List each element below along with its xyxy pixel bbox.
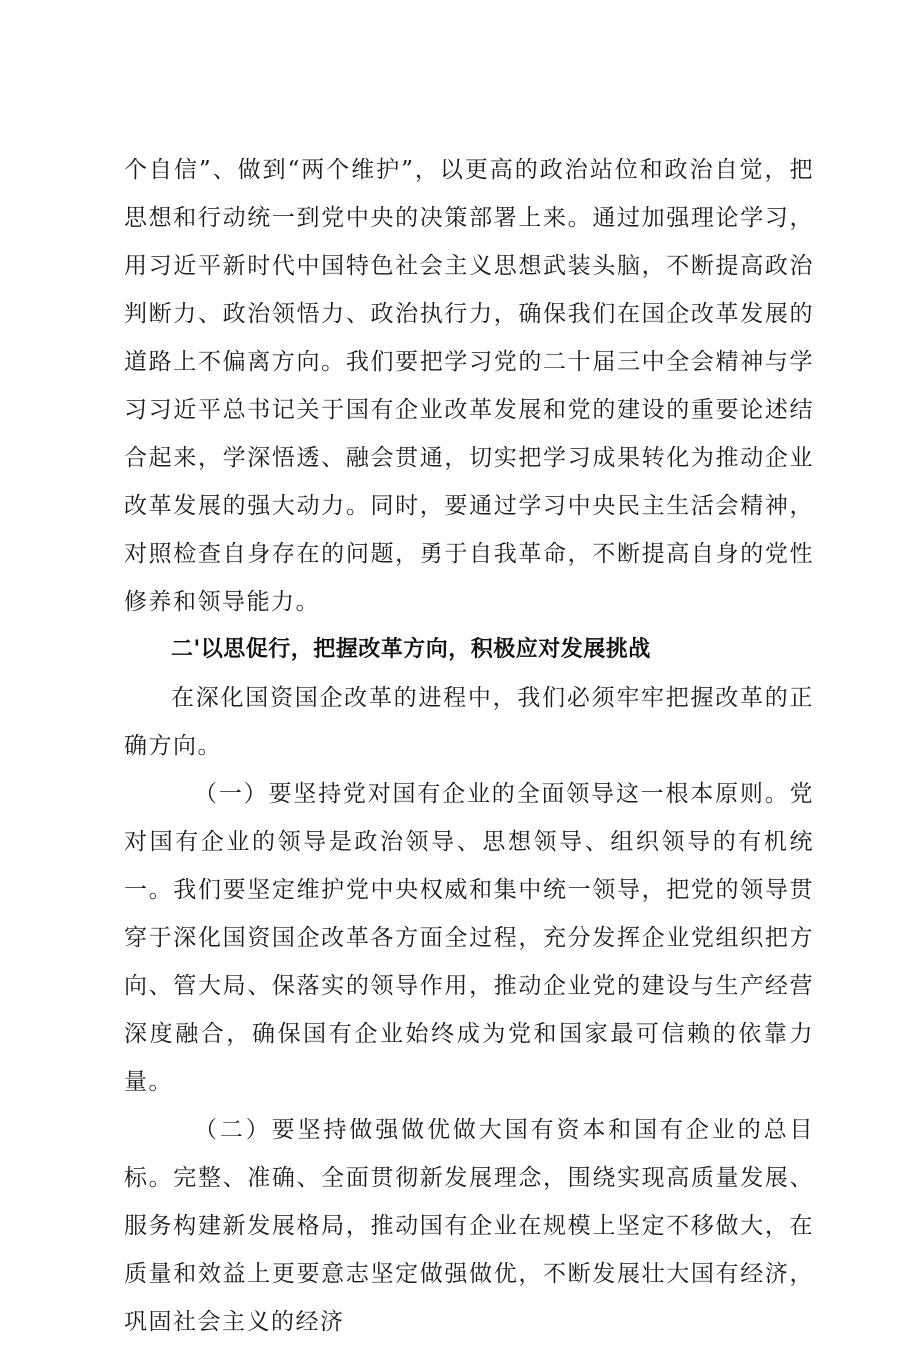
paragraph-item-one: （一）要坚持党对国有企业的全面领导这一根本原则。党对国有企业的领导是政治领导、思想领导、组织领导的有机统一。我们要坚定维护党中央权威和集中统一领导，把党的领导贯穿于深化国资国企改革各方面全过程，充分发挥企业党组织把方向、管大局、保落实的领导作用，推动企业党的建设与生产经营深度融合，确保国有企业始终成为党和国家最可信赖的依靠力量。 bbox=[124, 781, 814, 1095]
paragraph-item-two: （二）要坚持做强做优做大国有资本和国有企业的总目标。完整、准确、全面贯彻新发展理念，围绕实现高质量发展、服务构建新发展格局，推动国有企业在规模上坚定不移做大，在质量和效益上更要意志坚定做强做优，不断发展壮大国有经济，巩固社会主义的经济 bbox=[124, 1117, 814, 1335]
document-body bbox=[124, 146, 814, 1346]
paragraph-continuation: 个自信”、做到“两个维护”，以更高的政治站位和政治自觉，把思想和行动统一到党中央的决策部署上来。通过加强理论学习，用习近平新时代中国特色社会主义思想武装头脑，不断提高政治判断力、政治领悟力、政治执行力，确保我们在国企改革发展的道路上不偏离方向。我们要把学习党的二十届三中全会精神与学习习近平总书记关于国有企业改革发展和党的建设的重要论述结合起来，学深悟透、融会贯通，切实把学习成果转化为推动企业改革发展的强大动力。同时，要通过学习中央民主生活会精神，对照检查自身存在的问题，勇于自我革命，不断提高自身的党性修养和领导能力。 bbox=[124, 157, 814, 615]
paragraph-intro: 在深化国资国企改革的进程中，我们必须牢牢把握改革的正确方向。 bbox=[124, 685, 814, 759]
section-heading-two: 二'以思促行，把握改革方向，积极应对发展挑战 bbox=[171, 637, 651, 662]
